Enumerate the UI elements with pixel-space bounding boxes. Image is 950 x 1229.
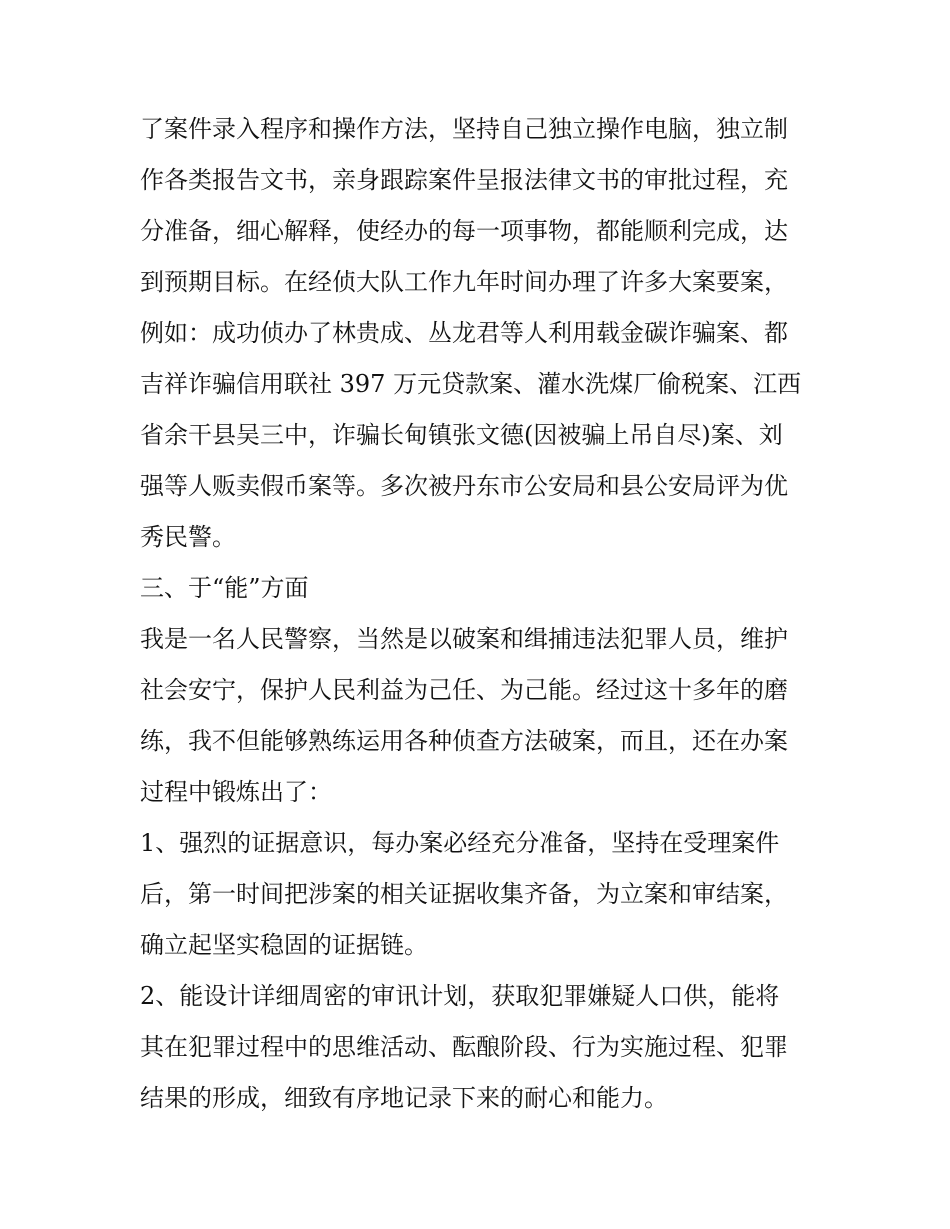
section-heading: 三、于“能”方面 (140, 574, 309, 602)
text-line: 社会安宁，保护人民利益为己任、为己能。经过这十多年的磨 (140, 676, 788, 704)
list-item-line: 2、能设计详细周密的审讯计划，获取犯罪嫌疑人口供，能将 (140, 982, 780, 1010)
list-item-line: 确立起坚实稳固的证据链。 (140, 931, 428, 959)
text-line: 吉祥诈骗信用联社 397 万元贷款案、灌水洗煤厂偷税案、江西 (140, 370, 802, 398)
text-line: 分准备，细心解释，使经办的每一项事物，都能顺利完成，达 (140, 217, 788, 245)
text-line: 省余干县吴三中，诈骗长甸镇张文德(因被骗上吊自尽)案、刘 (140, 421, 783, 449)
text-line: 练，我不但能够熟练运用各种侦查方法破案，而且，还在办案 (140, 727, 788, 755)
text-line: 了案件录入程序和操作方法，坚持自己独立操作电脑，独立制 (140, 115, 788, 143)
text-line: 过程中锻炼出了： (140, 778, 332, 806)
text-line: 我是一名人民警察，当然是以破案和缉捕违法犯罪人员，维护 (140, 625, 788, 653)
text-line: 秀民警。 (140, 523, 236, 551)
text-line: 到预期目标。在经侦大队工作九年时间办理了许多大案要案， (140, 268, 788, 296)
document-body (140, 104, 816, 1124)
list-item-line: 结果的形成，细致有序地记录下来的耐心和能力。 (140, 1084, 668, 1112)
text-line: 例如：成功侦办了林贵成、丛龙君等人利用载金碳诈骗案、都 (140, 319, 788, 347)
list-item-line: 其在犯罪过程中的思维活动、酝酿阶段、行为实施过程、犯罪 (140, 1033, 788, 1061)
text-line: 强等人贩卖假币案等。多次被丹东市公安局和县公安局评为优 (140, 472, 788, 500)
text-line: 作各类报告文书，亲身跟踪案件呈报法律文书的审批过程，充 (140, 166, 788, 194)
list-item-line: 后，第一时间把涉案的相关证据收集齐备，为立案和审结案， (140, 880, 788, 908)
list-item-line: 1、强烈的证据意识，每办案必经充分准备，坚持在受理案件 (140, 829, 780, 857)
